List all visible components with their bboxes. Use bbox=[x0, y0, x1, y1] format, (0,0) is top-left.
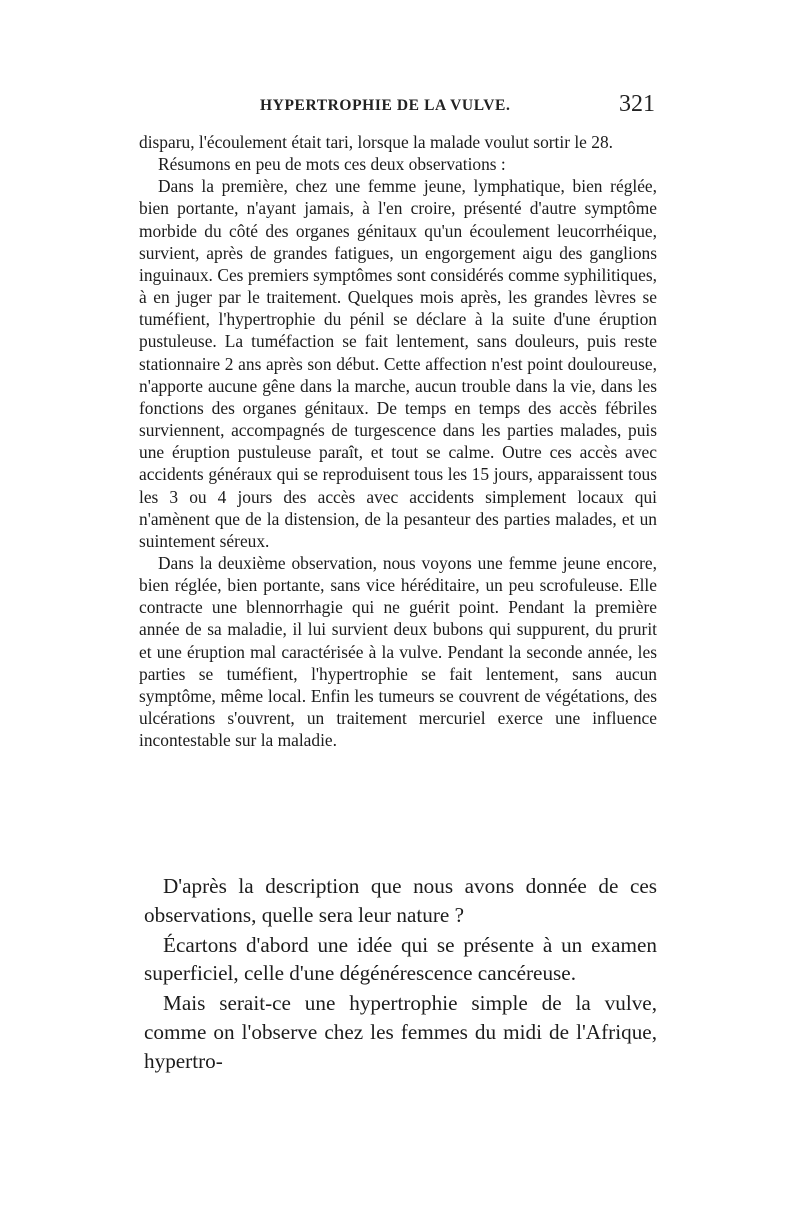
paragraph: disparu, l'écoulement était tari, lorsque la malade voulut sortir le 28. bbox=[139, 132, 613, 152]
paragraph: Dans la deuxième observation, nous voyons une femme jeune encore, bien réglée, bien portante, sans vice héréditaire, un peu scrofuleuse. Elle contracte une blennorrhagie qui ne guérit point. Pendant la première année de sa maladie, il lui survient deux bubons qui suppurent, du prurit et une éruption mal caractérisée à la vulve. Pendant la seconde année, les parties se tuméfient, l'hypertrophie se fait lentement, sans aucun symptôme, même local. Enfin les tumeurs se couvrent de végétations, des ulcérations s'ouvrent, un traitement mercuriel exerce une influence incontestable sur la maladie. bbox=[139, 552, 657, 751]
body-text-large bbox=[144, 872, 657, 1076]
running-title: HYPERTROPHIE DE LA VULVE. bbox=[260, 97, 511, 114]
paragraph: Mais serait-ce une hypertrophie simple de la vulve, comme on l'observe chez les femmes du midi de l'Afrique, hypertro- bbox=[144, 991, 657, 1073]
running-header bbox=[140, 91, 655, 125]
body-text-small bbox=[139, 131, 657, 751]
paragraph: Dans la première, chez une femme jeune, lymphatique, bien réglée, bien portante, n'ayant jamais, à l'en croire, présenté d'autre symptôme morbide du côté des organes génitaux qu'un écoulement leucorrhéique, survient, après de grandes fatigues, un engorgement aigu des ganglions inguinaux. Ces premiers symptômes sont considérés comme syphilitiques, à en juger par le traitement. Quelques mois après, les grandes lèvres se tuméfient, l'hypertrophie du pénil se déclare à la suite d'une éruption pustuleuse. La tuméfaction se fait lentement, sans douleurs, puis reste stationnaire 2 ans après son début. Cette affection n'est point douloureuse, n'apporte aucune gêne dans la marche, aucun trouble dans la vie, dans les fonctions des organes génitaux. De temps en temps des accès fébriles surviennent, accompagnés de turgescence dans les parties malades, puis une éruption pustuleuse paraît, et tout se calme. Outre ces accès avec accidents généraux qui se reproduisent tous les 15 jours, apparaissent tous les 3 ou 4 jours des accès avec accidents simplement locaux qui n'amènent que de la distension, de la pesanteur des parties malades, et un suintement séreux. bbox=[139, 176, 657, 551]
paragraph: Écartons d'abord une idée qui se présente à un examen superficiel, celle d'une dégénérescence cancéreuse. bbox=[144, 932, 657, 986]
paragraph: Résumons en peu de mots ces deux observations : bbox=[158, 154, 506, 175]
paragraph: D'après la description que nous avons donnée de ces observations, quelle sera leur nature ? bbox=[144, 874, 657, 927]
page-number: 321 bbox=[619, 91, 655, 117]
